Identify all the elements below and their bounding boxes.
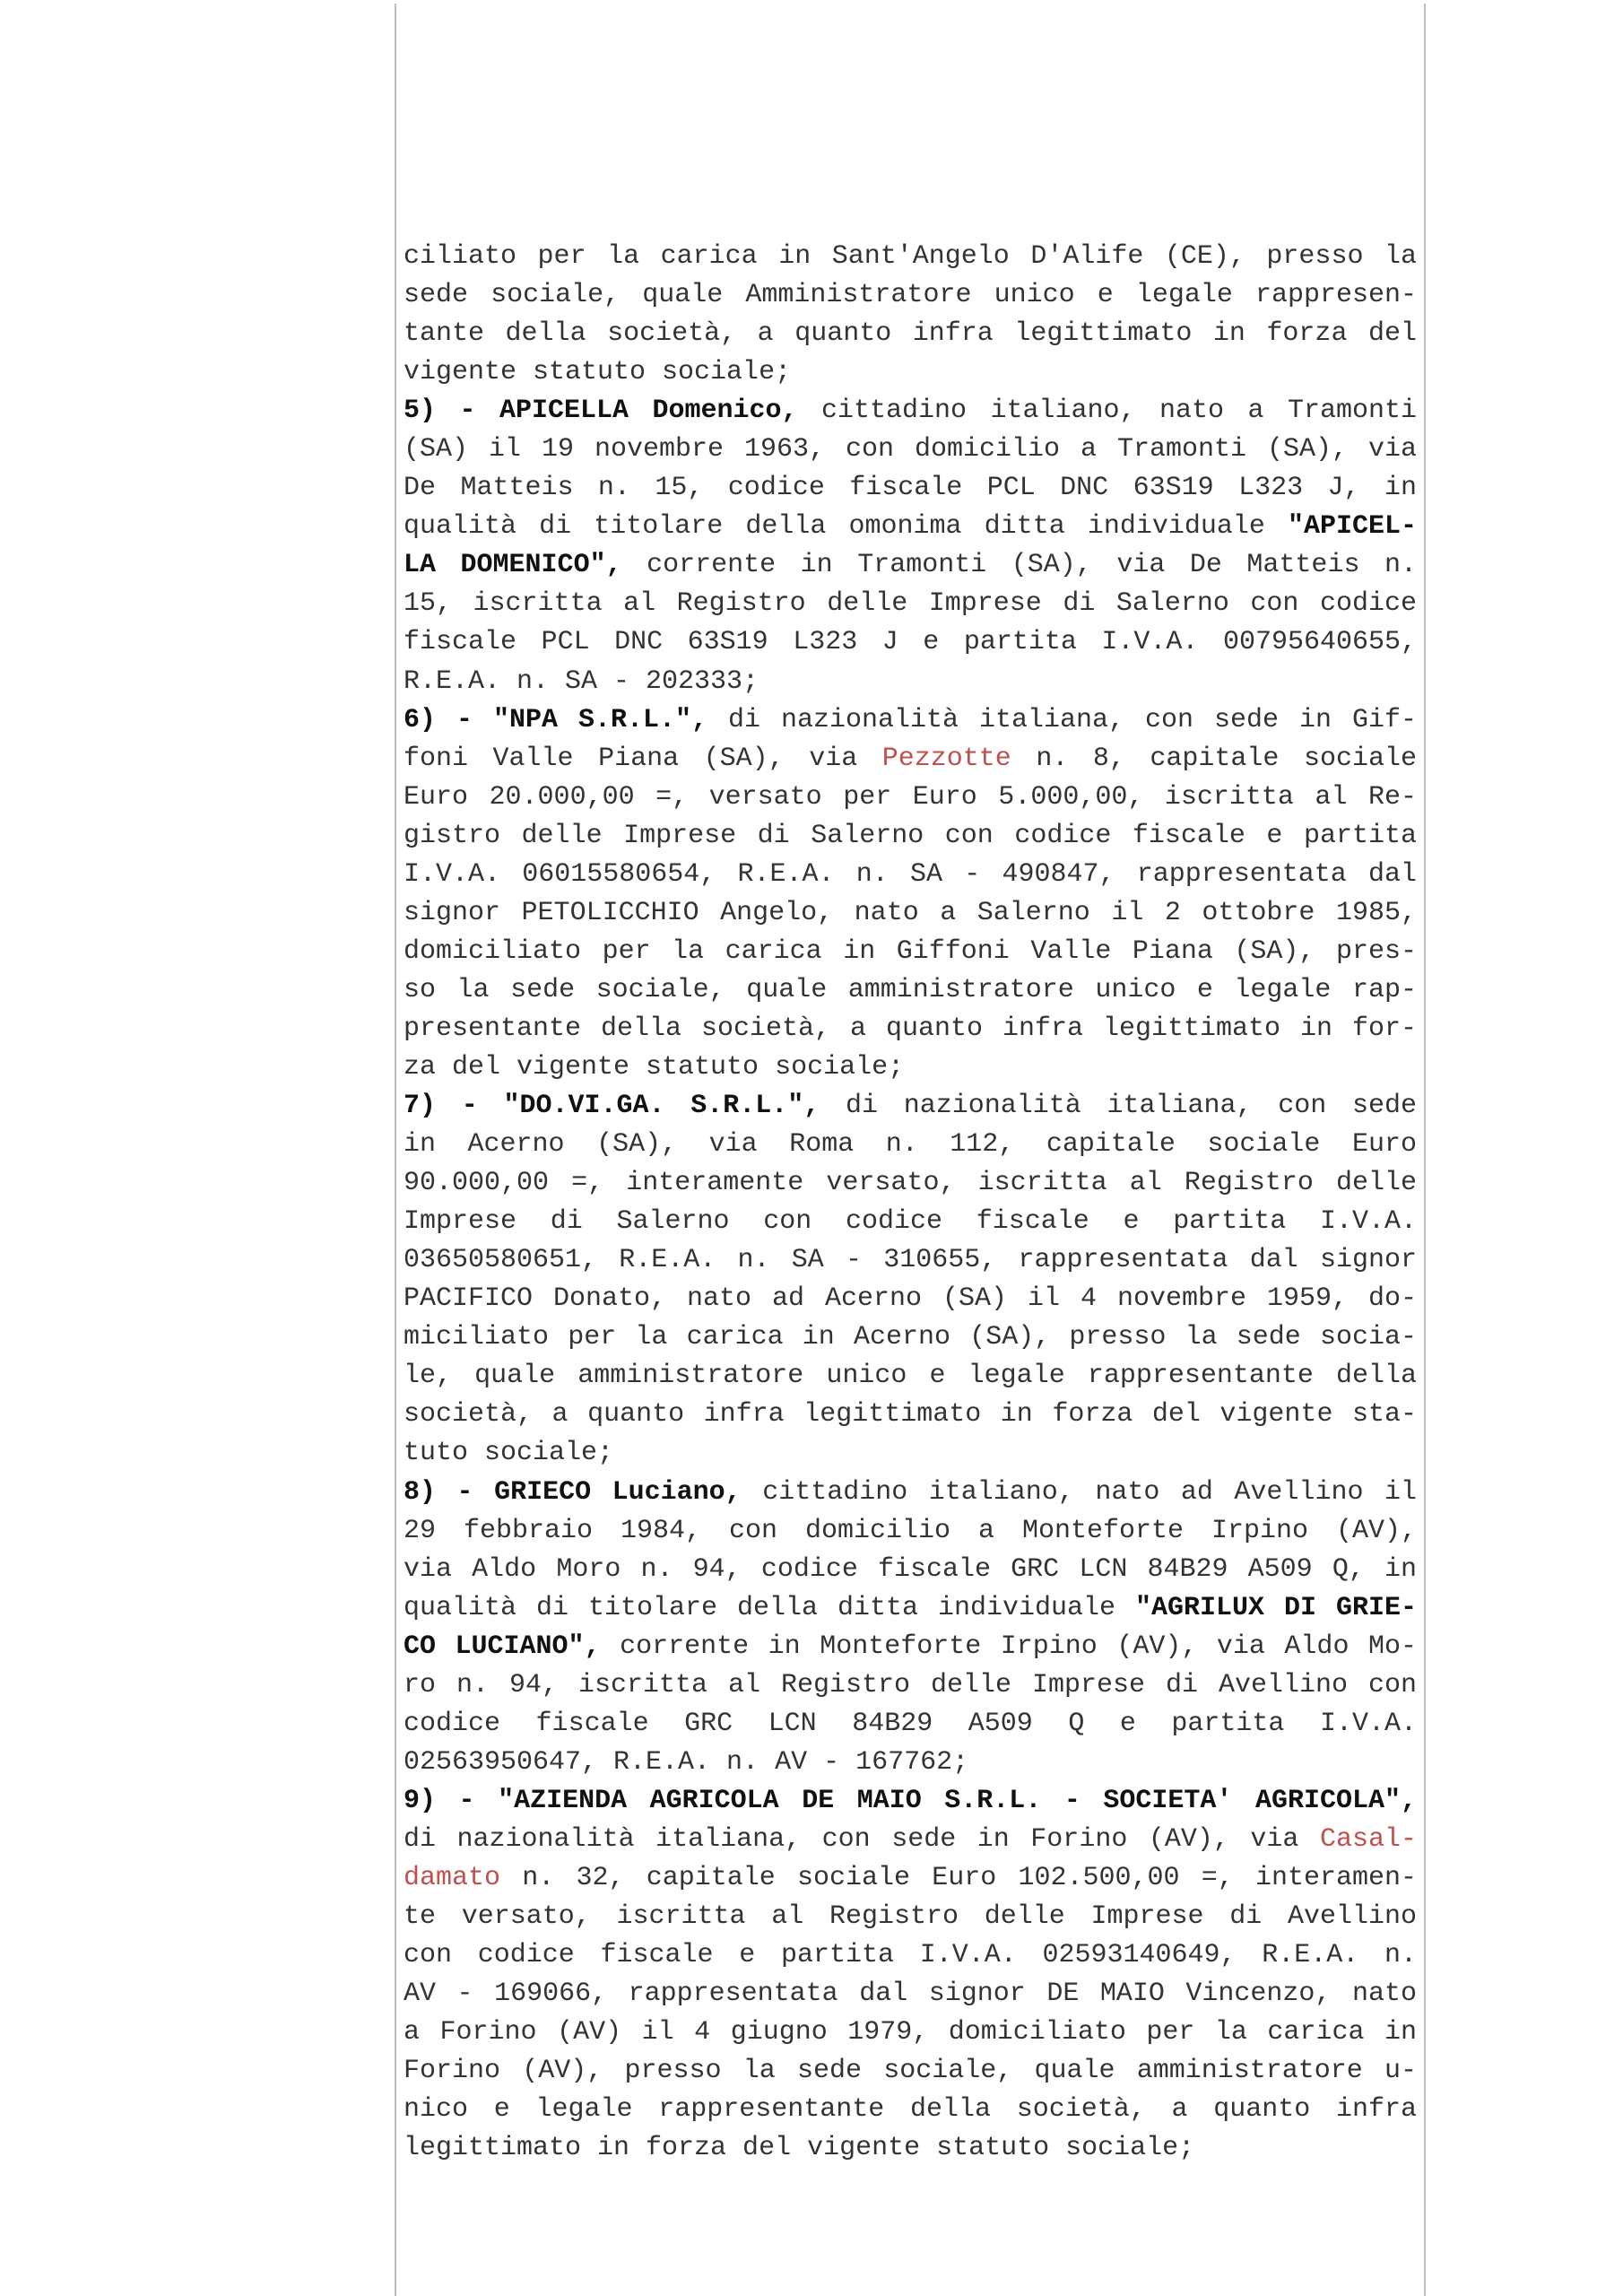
text-line (404, 1280, 1417, 1318)
paragraph (404, 1782, 1417, 2168)
text-line (404, 238, 1417, 276)
text-line (404, 1512, 1417, 1551)
text-segment: I.V.A. 06015580654, R.E.A. n. SA - 490847, rappresentata dal (404, 858, 1417, 890)
text-segment: corrente in Monteforte Irpino (AV), via Aldo Mo- (600, 1631, 1417, 1662)
text-segment: nico e legale rappresentante della società, a quanto infra (404, 2094, 1417, 2126)
text-segment: De Matteis n. 15, codice fiscale PCL DNC 63S19 L323 J, in (404, 473, 1417, 504)
text-segment: di nazionalità italiana, con sede in Gif- (707, 704, 1417, 735)
bold-text: 6) - "NPA S.R.L.", (404, 704, 707, 735)
text-line (404, 1434, 1417, 1473)
text-line (404, 2091, 1417, 2129)
bold-text: 9) - "AZIENDA AGRICOLA DE MAIO S.R.L. - SOCIETA' AGRICOLA", (404, 1785, 1417, 1816)
text-segment: 02563950647, R.E.A. n. AV - 167762; (404, 1746, 969, 1778)
highlighted-text: damato (404, 1862, 501, 1893)
text-segment: qualità di titolare della omonima ditta individuale (404, 511, 1288, 543)
bold-text: 7) - "DO.VI.GA. S.R.L.", (404, 1091, 820, 1122)
text-line (404, 1705, 1417, 1744)
text-segment: qualità di titolare della ditta individuale (404, 1592, 1135, 1623)
text-segment: n. 8, capitale sociale (1011, 743, 1417, 774)
text-segment: ro n. 94, iscritta al Registro delle Imprese di Avellino con (404, 1669, 1417, 1700)
text-line (404, 856, 1417, 894)
document-body (404, 238, 1417, 2168)
text-segment: società, a quanto infra legittimato in forza del vigente sta- (404, 1399, 1417, 1431)
text-line (404, 315, 1417, 353)
paragraph (404, 1474, 1417, 1782)
text-line (404, 1821, 1417, 1859)
text-segment: te versato, iscritta al Registro delle Imprese di Avellino (404, 1901, 1417, 1933)
text-segment: Forino (AV), presso la sede sociale, quale amministratore u- (404, 2056, 1417, 2087)
text-line (404, 1126, 1417, 1164)
text-line (404, 1666, 1417, 1705)
text-segment: in Acerno (SA), via Roma n. 112, capitale sociale Euro (404, 1129, 1417, 1161)
text-line (404, 740, 1417, 778)
text-line (404, 1087, 1417, 1126)
text-segment: di nazionalità italiana, con sede (820, 1091, 1417, 1122)
text-line (404, 2129, 1417, 2168)
text-segment: di nazionalità italiana, con sede in Forino (AV), via (404, 1823, 1320, 1855)
bold-text: LA DOMENICO", (404, 550, 622, 581)
text-segment: tuto sociale; (404, 1438, 614, 1469)
text-segment: con codice fiscale e partita I.V.A. 02593140649, R.E.A. n. (404, 1940, 1417, 1971)
text-line (404, 2013, 1417, 2052)
text-line (404, 817, 1417, 856)
text-line (404, 1010, 1417, 1048)
text-segment: 90.000,00 =, interamente versato, iscritta al Registro delle (404, 1168, 1417, 1199)
text-segment: le, quale amministratore unico e legale rappresentante della (404, 1361, 1417, 1392)
bold-text: 5) - APICELLA Domenico, (404, 396, 798, 427)
text-line (404, 778, 1417, 817)
paragraph (404, 701, 1417, 1087)
bold-text: "AGRILUX DI GRIE- (1134, 1592, 1417, 1623)
highlighted-text: Casal- (1319, 1823, 1417, 1855)
text-line (404, 701, 1417, 740)
text-line (404, 1898, 1417, 1936)
text-line (404, 1241, 1417, 1280)
bold-text: CO LUCIANO", (404, 1631, 601, 1662)
text-line (404, 276, 1417, 315)
text-line (404, 894, 1417, 933)
text-segment: 15, iscritta al Registro delle Imprese di Salerno con codice (404, 588, 1417, 620)
text-line (404, 469, 1417, 508)
text-segment: (SA) il 19 novembre 1963, con domicilio a Tramonti (SA), via (404, 434, 1417, 465)
text-segment: Imprese di Salerno con codice fiscale e partita I.V.A. (404, 1206, 1417, 1238)
text-line (404, 546, 1417, 585)
text-segment: AV - 169066, rappresentata dal signor DE MAIO Vincenzo, nato (404, 1979, 1417, 2010)
text-segment: signor PETOLICCHIO Angelo, nato a Salerno il 2 ottobre 1985, (404, 897, 1417, 928)
text-segment: vigente statuto sociale; (404, 357, 792, 388)
text-line (404, 1048, 1417, 1087)
right-margin-rule (1424, 4, 1426, 2296)
text-segment: Euro 20.000,00 =, versato per Euro 5.000,00, iscritta al Re- (404, 781, 1417, 813)
text-line (404, 1203, 1417, 1241)
text-line (404, 392, 1417, 430)
text-line (404, 508, 1417, 546)
text-line (404, 1589, 1417, 1628)
text-segment: cittadino italiano, nato a Tramonti (797, 396, 1417, 427)
text-segment: R.E.A. n. SA - 202333; (404, 665, 759, 697)
text-line (404, 1474, 1417, 1512)
paragraph (404, 238, 1417, 392)
text-segment: domiciliato per la carica in Giffoni Valle Piana (SA), pres- (404, 935, 1417, 967)
text-segment: corrente in Tramonti (SA), via De Matteis n. (621, 550, 1417, 581)
text-line (404, 1936, 1417, 1975)
text-line (404, 585, 1417, 623)
text-segment: za del vigente statuto sociale; (404, 1051, 905, 1083)
text-line (404, 663, 1417, 701)
text-segment: via Aldo Moro n. 94, codice fiscale GRC LCN 84B29 A509 Q, in (404, 1553, 1417, 1585)
text-segment: PACIFICO Donato, nato ad Acerno (SA) il 4 novembre 1959, do- (404, 1283, 1417, 1315)
text-segment: ciliato per la carica in Sant'Angelo D'Alife (CE), presso la (404, 241, 1417, 272)
text-segment: miciliato per la carica in Acerno (SA), presso la sede socia- (404, 1322, 1417, 1353)
paragraph (404, 392, 1417, 700)
highlighted-text: Pezzotte (881, 743, 1011, 774)
text-line (404, 1782, 1417, 1821)
text-line (404, 1628, 1417, 1666)
text-line (404, 1164, 1417, 1203)
text-line (404, 1975, 1417, 2013)
text-segment: tante della società, a quanto infra legittimato in forza del (404, 318, 1417, 350)
paragraph (404, 1087, 1417, 1473)
text-line (404, 1357, 1417, 1396)
text-line (404, 1551, 1417, 1589)
text-segment: fiscale PCL DNC 63S19 L323 J e partita I.V.A. 00795640655, (404, 627, 1417, 658)
text-line (404, 1396, 1417, 1434)
bold-text: "APICEL- (1287, 511, 1417, 543)
text-line (404, 1744, 1417, 1782)
bold-text: 8) - GRIECO Luciano, (404, 1476, 742, 1508)
text-segment: codice fiscale GRC LCN 84B29 A509 Q e partita I.V.A. (404, 1708, 1417, 1739)
text-line (404, 430, 1417, 469)
text-segment: so la sede sociale, quale amministratore unico e legale rap- (404, 974, 1417, 1005)
text-line (404, 1318, 1417, 1357)
text-segment: gistro delle Imprese di Salerno con codice fiscale e partita (404, 820, 1417, 851)
text-segment: foni Valle Piana (SA), via (404, 743, 882, 774)
text-line (404, 971, 1417, 1010)
text-line (404, 353, 1417, 392)
text-segment: 29 febbraio 1984, con domicilio a Monteforte Irpino (AV), (404, 1515, 1417, 1546)
text-line (404, 623, 1417, 662)
text-line (404, 1859, 1417, 1898)
text-line (404, 933, 1417, 971)
text-segment: presentante della società, a quanto infra legittimato in for- (404, 1013, 1417, 1044)
left-margin-rule (395, 4, 396, 2296)
text-segment: cittadino italiano, nato ad Avellino il (741, 1476, 1417, 1508)
text-segment: n. 32, capitale sociale Euro 102.500,00 =, interamen- (500, 1862, 1417, 1893)
text-line (404, 2052, 1417, 2091)
text-segment: 03650580651, R.E.A. n. SA - 310655, rappresentata dal signor (404, 1245, 1417, 1276)
text-segment: legittimato in forza del vigente statuto sociale; (404, 2133, 1195, 2164)
text-segment: a Forino (AV) il 4 giugno 1979, domiciliato per la carica in (404, 2017, 1417, 2048)
text-segment: sede sociale, quale Amministratore unico e legale rappresen- (404, 280, 1417, 311)
